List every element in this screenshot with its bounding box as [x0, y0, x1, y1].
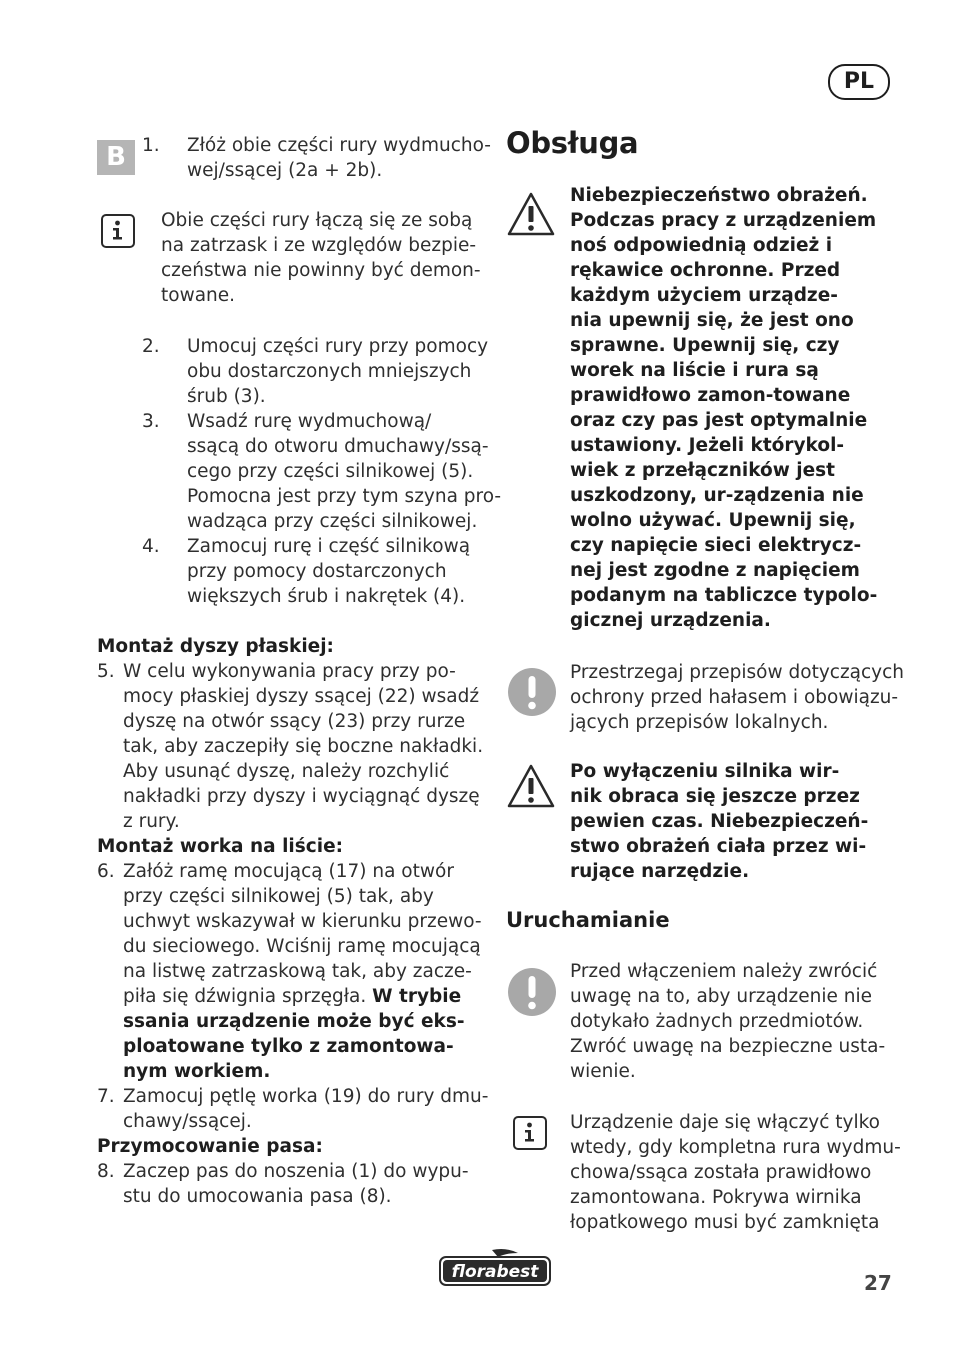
step-number: 3.	[142, 411, 160, 432]
subsection-heading: Uruchamianie	[506, 908, 670, 932]
exclamation-circle-icon	[507, 967, 557, 1017]
language-badge: PL	[828, 64, 890, 100]
step-number: 7.	[97, 1086, 115, 1107]
warning-text-1: Niebezpieczeństwo obrażeń. Podczas pracy z urządzeniem noś odpowiednią odzież i rękawice ochronne. Przed każdym użyciem urządze- nia upewnij się, że jest ono sprawne. Upewnij się, czy worek na liście i rura są prawidłowo zamon-towane oraz czy pas jest optymalnie ustawiony. Jeżeli którykol- wiek z przełączników jest uszkodzony, ur-ządzenia nie wolno używać. Upewnij się, czy napięcie sieci elektrycz- nej jest zgodne z napięciem podanym na tabliczce typolo- gicznej urządzenia.	[570, 185, 878, 631]
note-text-1: Przestrzegaj przepisów dotyczących ochrony przed hałasem i obowiązu- jących przepisów lokalnych.	[570, 662, 905, 733]
step-2-text: Umocuj części rury przy pomocy obu dostarczonych mniejszych śrub (3).	[187, 336, 489, 407]
step-4-text: Zamocuj rurę i część silnikową przy pomocy dostarczonych większych śrub i nakrętek (4).	[187, 536, 471, 607]
warning-triangle-icon	[506, 191, 556, 237]
step-number: 8.	[97, 1161, 115, 1182]
info-note-2: Urządzenie daje się włączyć tylko wtedy, gdy kompletna rura wydmu- chowa/ssąca została prawidłowo zamontowana. Pokrywa wirnika łopatkowego musi być zamknięta	[570, 1112, 901, 1233]
heading-bag: Montaż worka na liście:	[97, 836, 344, 857]
info-icon	[101, 214, 135, 248]
exclamation-circle-icon	[507, 667, 557, 717]
step-8-text: Zaczep pas do noszenia (1) do wypu- stu do umocowania pasa (8).	[123, 1161, 469, 1207]
step-3-text: Wsadź rurę wydmuchową/ ssącą do otworu dmuchawy/ssą- cego przy części silnikowej (5). Pomocna jest przy tym szyna pro- wadząca przy części silnikowej.	[187, 411, 502, 532]
step-number: 2.	[142, 336, 160, 357]
brand-logo	[438, 1247, 552, 1287]
section-badge: B	[97, 140, 135, 175]
step-6-text: Załóż ramę mocującą (17) na otwór przy części silnikowej (5) tak, aby uchwyt wskazywał w kierunku przewo- du sieciowego. Wciśnij ramę mocującą na listwę zatrzaskową tak, aby zacze- piła się dźwignia sprzęgła. W trybie ssania urządzenie może być eks- ploatowane tylko z zamontowa- nym workiem.	[123, 861, 482, 1082]
heading-nozzle: Montaż dyszy płaskiej:	[97, 636, 334, 657]
section-title: Obsługa	[506, 126, 639, 160]
step-number: 4.	[142, 536, 160, 557]
step-5-text: W celu wykonywania pracy przy po- mocy płaskiej dyszy ssącej (22) wsadź dyszę na otwór ssący (23) przy rurze tak, aby zaczepiły się boczne nakładki. Aby usunąć dyszę, należy rozchylić nakładki przy dyszy i wyciągnąć dyszę z rury.	[123, 661, 484, 832]
step-number: 1.	[142, 135, 160, 156]
info-icon	[513, 1116, 547, 1150]
svg-text:florabest: florabest	[451, 1262, 539, 1282]
info-note-1: Obie części rury łączą się ze sobą na zatrzask i ze względów bezpie- czeństwa nie powinny być demon- towane.	[161, 210, 481, 306]
step-number: 5.	[97, 661, 115, 682]
warning-text-2: Po wyłączeniu silnika wir- nik obraca się jeszcze przez pewien czas. Niebezpieczeń- stwo obrażeń ciała przez wi- rujące narzędzie.	[570, 761, 869, 882]
step-1-text: Złóż obie części rury wydmucho- wej/ssącej (2a + 2b).	[187, 135, 491, 181]
warning-triangle-icon	[506, 763, 556, 809]
heading-belt: Przymocowanie pasa:	[97, 1136, 323, 1157]
step-number: 6.	[97, 861, 115, 882]
step-7-text: Zamocuj pętlę worka (19) do rury dmu- chawy/ssącej.	[123, 1086, 489, 1132]
page-number: 27	[864, 1271, 892, 1295]
note-text-2: Przed włączeniem należy zwrócić uwagę na to, aby urządzenie nie dotykało żadnych przedmiotów. Zwróć uwagę na bezpieczne usta- wienie.	[570, 961, 886, 1082]
